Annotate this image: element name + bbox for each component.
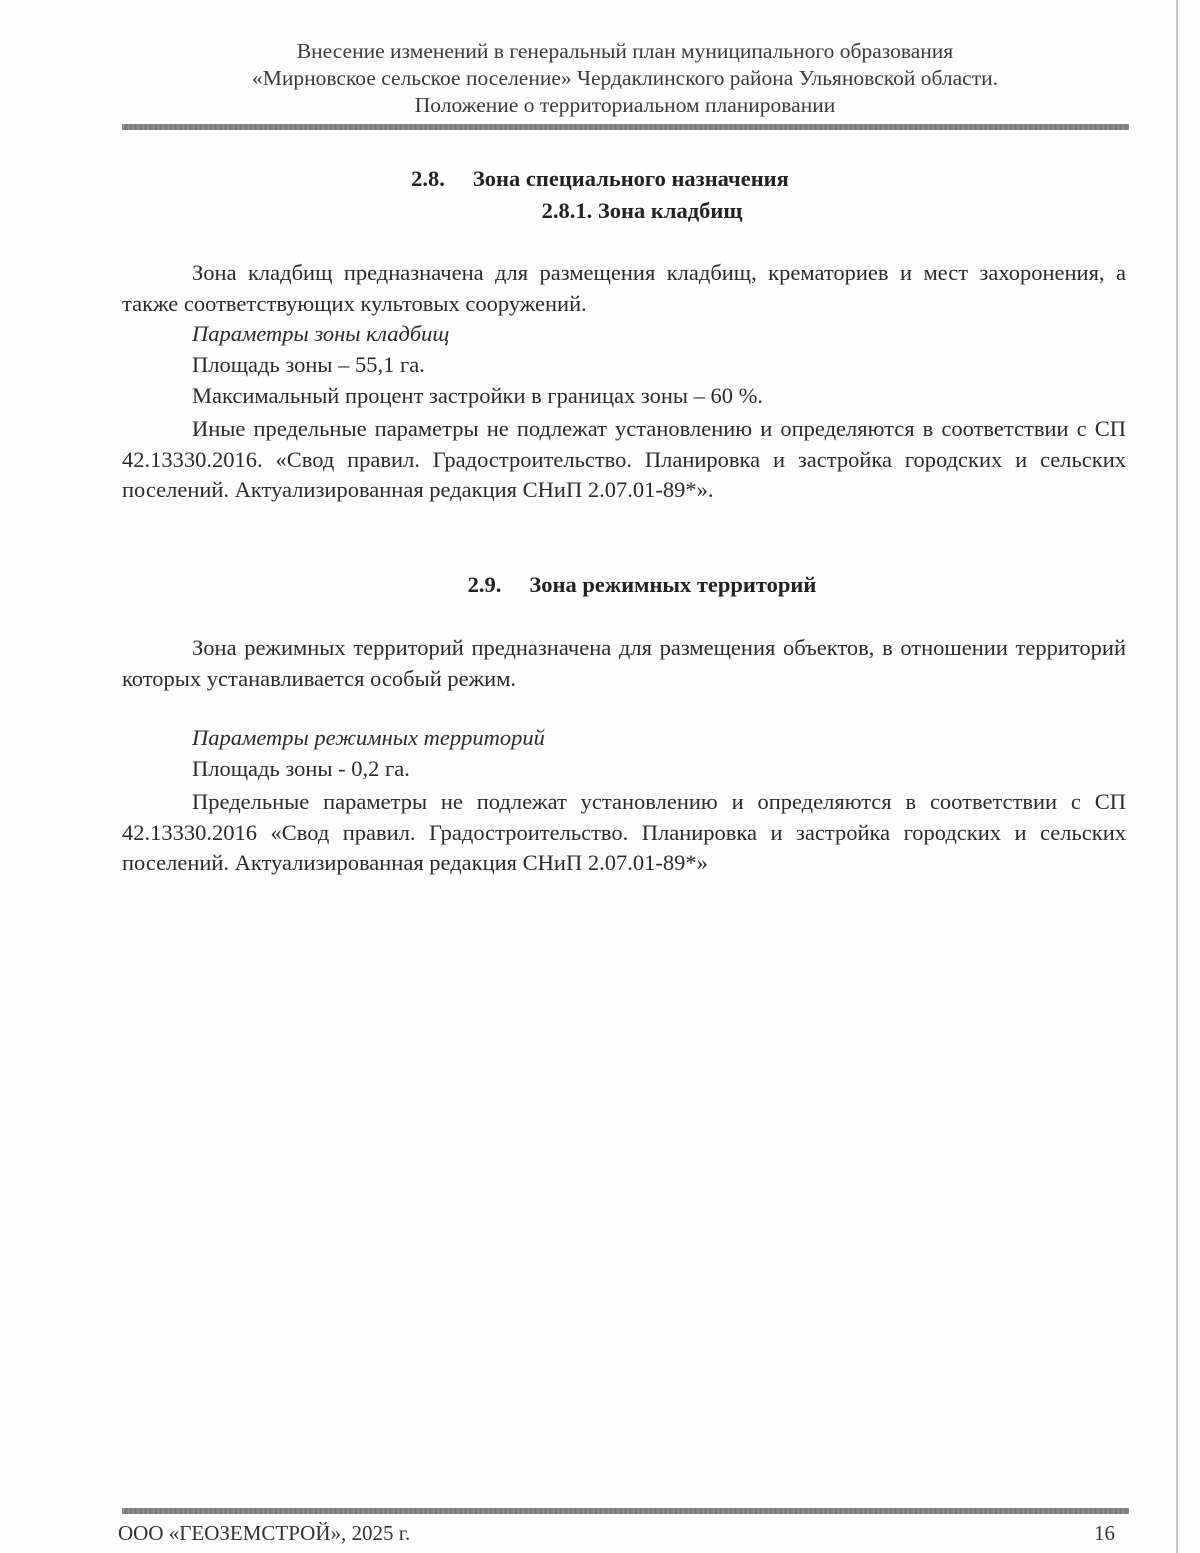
header-line-1: Внесение изменений в генеральный план муниципального образования (296, 39, 954, 63)
page-number: 16 (1094, 1521, 1115, 1545)
section-2-8-1-heading: 2.8.1. Зона кладбищ (541, 198, 743, 223)
section-2-8-heading (0, 166, 1200, 192)
cemetery-zone-area: Площадь зоны – 55,1 га. (192, 352, 425, 377)
header-line-3: Положение о территориальном планировании (414, 93, 836, 117)
cemetery-other-params: Иные предельные параметры не подлежат установлению и определяются в соответствии с СП 42.13330.2016. «Свод правил. Градостроительство. Планировка и застройка городских и сельских поселений. Актуализированная редакция СНиП 2.07.01-89*». (122, 416, 1126, 502)
scan-edge-line (1176, 0, 1178, 1553)
regime-zone-limits: Предельные параметры не подлежат установлению и определяются в соответствии с СП 42.13330.2016 «Свод правил. Градостроительство. Планировка и застройка городских и сельских поселений. Актуализированная редакция СНиП 2.07.01-89*» (122, 789, 1126, 875)
section-2-9-title: Зона режимных территорий (529, 572, 817, 597)
cemetery-zone-intro: Зона кладбищ предназначена для размещения кладбищ, крематориев и мест захоронения, а также соответствующих культовых сооружений. (122, 260, 1126, 316)
cemetery-max-percent: Максимальный процент застройки в границах зоны – 60 %. (192, 383, 764, 408)
regime-params-title: Параметры режимных территорий (192, 725, 545, 750)
page-header (120, 38, 1130, 119)
section-2-8-number: 2.8. (411, 166, 445, 191)
header-line-2: «Мирновское сельское поселение» Чердаклинского района Ульяновской области. (252, 66, 998, 90)
section-2-9-heading (0, 572, 1200, 598)
section-2-9-number: 2.9. (467, 572, 502, 597)
regime-zone-area: Площадь зоны - 0,2 га. (192, 756, 410, 781)
footer-company: ООО «ГЕОЗЕМСТРОЙ», 2025 г. (118, 1521, 411, 1545)
header-rule (122, 124, 1129, 130)
cemetery-params-title: Параметры зоны кладбищ (192, 321, 450, 346)
regime-zone-intro: Зона режимных территорий предназначена для размещения объектов, в отношении территорий которых устанавливается особый режим. (122, 635, 1126, 691)
footer-rule (122, 1508, 1129, 1514)
section-2-8-title: Зона специального назначения (472, 166, 789, 191)
